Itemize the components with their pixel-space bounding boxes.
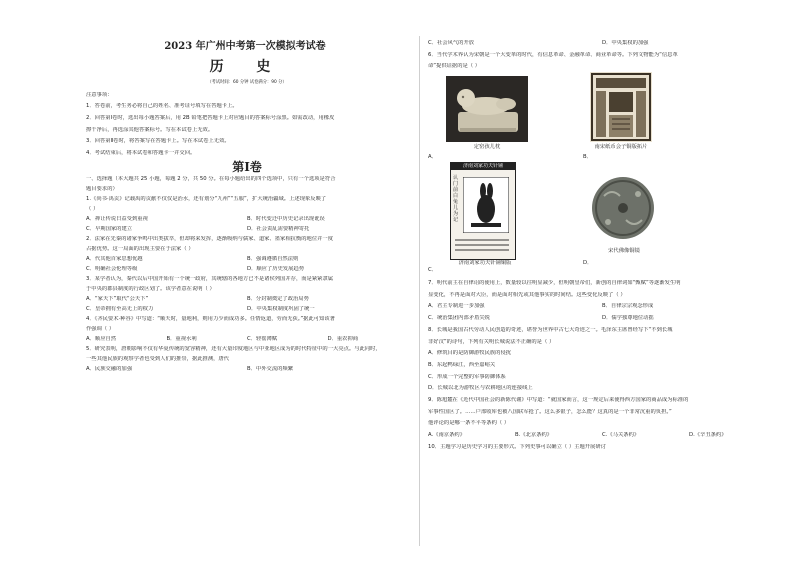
answer-options [428, 40, 776, 47]
jinan-liu-needle-shop-print-image [450, 162, 516, 260]
image-caption: 济南刘家功夫针铺铜版 [458, 260, 512, 267]
image-caption: 定窑孩儿枕 [473, 144, 501, 151]
question-stem: 3．某学者认为，秦代以后中国开始有一个统一政府，其统辖的各地方已不是诸侯列国并存，而是紧紧隶属 [86, 276, 334, 283]
song-bronze-mirror-image [590, 168, 656, 248]
answer-options [86, 216, 408, 223]
question-stem: 作强调（ ） [86, 326, 115, 333]
question-stem: 命”提供证据的是（ ） [428, 63, 481, 70]
answer-option[interactable]: C．形成一个完整的军事防御体系 [428, 373, 506, 380]
answer-option[interactable]: A.《南京条约》 [428, 432, 465, 438]
note-item: 4．考试结束后，将本试卷和答题卡一并交回。 [86, 150, 196, 157]
answer-options [86, 266, 408, 273]
option-letter[interactable]: B． [583, 154, 592, 161]
answer-option[interactable]: D．中央集权制度巩固了统一 [247, 306, 315, 313]
answer-options [86, 366, 408, 373]
question-stem: 军事性国区了。……户部收库也被八国联军抢了。这么多银子，怎么能？这真的是一个非常沉重的负担。” [428, 408, 672, 415]
answer-options [428, 315, 776, 322]
question-stem: （ ） [86, 206, 99, 213]
option-letter[interactable]: C． [428, 267, 437, 274]
answer-option[interactable]: C．统治集团内部矛盾尖锐 [428, 315, 490, 322]
question-stem: 一些其他民族的观察学者也受到人们的推崇，据此推测，唐代 [86, 356, 230, 363]
exam-title: 2023 年广州中考第一次模拟考试卷 [164, 41, 326, 52]
image-caption: 南宋纸币会子铜版拓片 [594, 144, 648, 151]
question-stem: 8．长城是我国古代劳动人民创造的奇迹，堪誉为世界中古七大奇迹之一。毛泽东主席曾经写下“不到长城 [428, 326, 673, 333]
answer-option[interactable]: C．社会风气的开放 [428, 40, 475, 46]
question-stem: 占据优势。这一局面的出现主要在于法家（ ） [86, 246, 194, 253]
answer-option[interactable]: D.《辛丑条约》 [689, 432, 727, 438]
answer-option[interactable]: B．强调遵循自然法则 [247, 256, 299, 263]
answer-options [86, 256, 408, 263]
answer-options [428, 432, 776, 439]
question-stem: 6．当代学术界认为宋朝是一个大变革的时代，有信息革命、金融革命、商业革命等。下列文物能为“信息革 [428, 51, 678, 58]
question-stem: 他评论的是哪一条不平等条约（ ） [428, 420, 510, 427]
note-item: 1．答卷前，考生务必将自己的姓名、准考证号填写在答题卡上。 [86, 103, 238, 110]
note-item: 2．回答第Ⅰ卷时，选出每小题答案后，用 2B 铅笔把答题卡上对应题目的答案标号涂黑。如需改动，用橡皮 [86, 115, 335, 122]
answer-options [86, 306, 408, 313]
question-stem: 7．明代前主在自律诏的使用上，数量较以往明显减少，但明朝皇帝们，新创的自律词如“甄赋”等逐渐发生明 [428, 280, 681, 287]
q6-image-grid [428, 70, 776, 275]
answer-option[interactable]: D．顺应了历史发展趋势 [247, 266, 305, 273]
answer-option[interactable]: A．顺应自然 [86, 336, 117, 343]
answer-option[interactable]: C．早期国家的建立 [86, 226, 133, 233]
notes-heading: 注意事项： [86, 91, 113, 98]
answer-options [86, 336, 408, 343]
answer-options [428, 303, 776, 310]
answer-option[interactable]: C．皇帝拥有至高无上的权力 [86, 306, 154, 313]
answer-option[interactable]: A．禅让传说日益受到重视 [86, 216, 148, 223]
answer-option[interactable]: A．修筑目的是防御游牧民族的侵扰 [428, 350, 512, 357]
answer-options [86, 226, 408, 233]
volume-heading: 第Ⅰ卷 [232, 160, 262, 175]
answer-option[interactable]: A．“家天下”取代“公天下” [86, 296, 149, 303]
answer-option[interactable]: B．自律宗宗观念形成 [602, 303, 654, 310]
answer-option[interactable]: B.《北京条约》 [515, 432, 553, 438]
note-item: 擦干净后，再选涂其他答案标号。写在本试卷上无效。 [86, 126, 214, 133]
answer-option[interactable]: B．时代变迁中历史记录出现讹误 [247, 216, 325, 223]
note-item: 3．回答第Ⅱ卷时，将答案写在答题卡上。写在本试卷上无效。 [86, 138, 230, 145]
column-divider [419, 36, 420, 546]
option-letter[interactable]: A． [428, 154, 437, 161]
answer-option[interactable]: C．明确社会伦理等级 [86, 266, 138, 273]
question-stem: 4．《齐民要术·种谷》中写道：“顺天时，量地利，则用力少而成功多。任情返道，劳而无获。”据此可知该著 [86, 316, 335, 323]
question-stem: 9．陈旭麓在《近代中国社会的新陈代谢》中写道：“就国家而言，这一规定后来使得西方国家的商品成为标准的 [428, 396, 689, 403]
image-caption: 宋代佛像铜镜 [608, 248, 640, 255]
option-letter[interactable]: D． [583, 260, 593, 267]
answer-option[interactable]: D．社会责乱需要精神寄托 [247, 226, 310, 233]
question-stem: 1.《尚书·禹贡》记载禹的贡献不仅仅是治水，还有划分“九州”“五服”，扩大统治疆域。上述现象反映了 [86, 196, 327, 203]
ding-kiln-child-pillow-image [446, 76, 528, 142]
question-stem: 非好汉”的诗句，下列有关明长城说法不正确的是（ ） [428, 338, 555, 345]
answer-option[interactable]: D．长城以北为游牧区与农耕地区的连接线上 [428, 385, 533, 392]
southern-song-paper-money-image [590, 72, 652, 142]
print-title: 济南刘家功夫针铺 [451, 163, 515, 170]
answer-options [86, 296, 408, 303]
answer-option[interactable]: B．重视水利 [166, 336, 197, 343]
section-intro: 一、选择题（本大题共 25 小题，每题 2 分，共 50 分。在每小题给出的四个选项中，只有一个选项是符合 [86, 176, 336, 183]
left-column [86, 40, 408, 373]
question-stem: 2．法家在先秦的诸家争鸣中出类拔萃，但却将来发挥，逐渐吸纳与儒家、道家、墨家相抗衡的地位并一度 [86, 236, 334, 243]
answer-option[interactable]: D．重农抑商 [327, 336, 359, 343]
right-column [428, 40, 776, 451]
question-stem: 10．主题学习是历史学习的主要形式。下列史事可以确立（ ）主题开展研讨 [428, 443, 606, 450]
answer-option[interactable]: B．中外交流的频繁 [247, 366, 294, 373]
question-stem: 显变化，不再是面对大臣，而是面对相先或其他事实的时间结。这些变化反映了（ ） [428, 291, 626, 298]
answer-option[interactable]: C.《马关条约》 [602, 432, 640, 438]
answer-option[interactable]: A．君主专制进一步加强 [428, 303, 485, 310]
answer-option[interactable]: C．轻徭薄赋 [247, 336, 278, 343]
answer-option[interactable]: B．东起鸭绿江，西至嘉峪关 [428, 361, 496, 368]
answer-option[interactable]: B．分封制奠定了政治局势 [247, 296, 309, 303]
section-intro: 题目要求的） [86, 186, 118, 193]
question-stem: 于中央的郡县制度的行政区划了。该学者意在说明（ ） [86, 286, 215, 293]
exam-meta: （考试时间：60 分钟 试卷满分：90 分） [207, 80, 287, 85]
answer-option[interactable]: D．儒学独尊地位动摇 [602, 315, 654, 322]
answer-option[interactable]: D．中央集权的加强 [602, 40, 649, 46]
answer-option[interactable]: A．民族交融的加强 [86, 366, 132, 373]
answer-option[interactable]: A．代其他百家思想优越 [86, 256, 143, 263]
print-side-text: 认门前白兔儿为记 [453, 175, 459, 224]
question-stem: 5．研究表明，唐朝影响不仅有华夏传统的宽容精神，还有大量印度地区与中亚地区成为的时代特征中的一大亮点。与此同时， [86, 346, 381, 353]
subject-title: 历 史 [209, 59, 285, 75]
